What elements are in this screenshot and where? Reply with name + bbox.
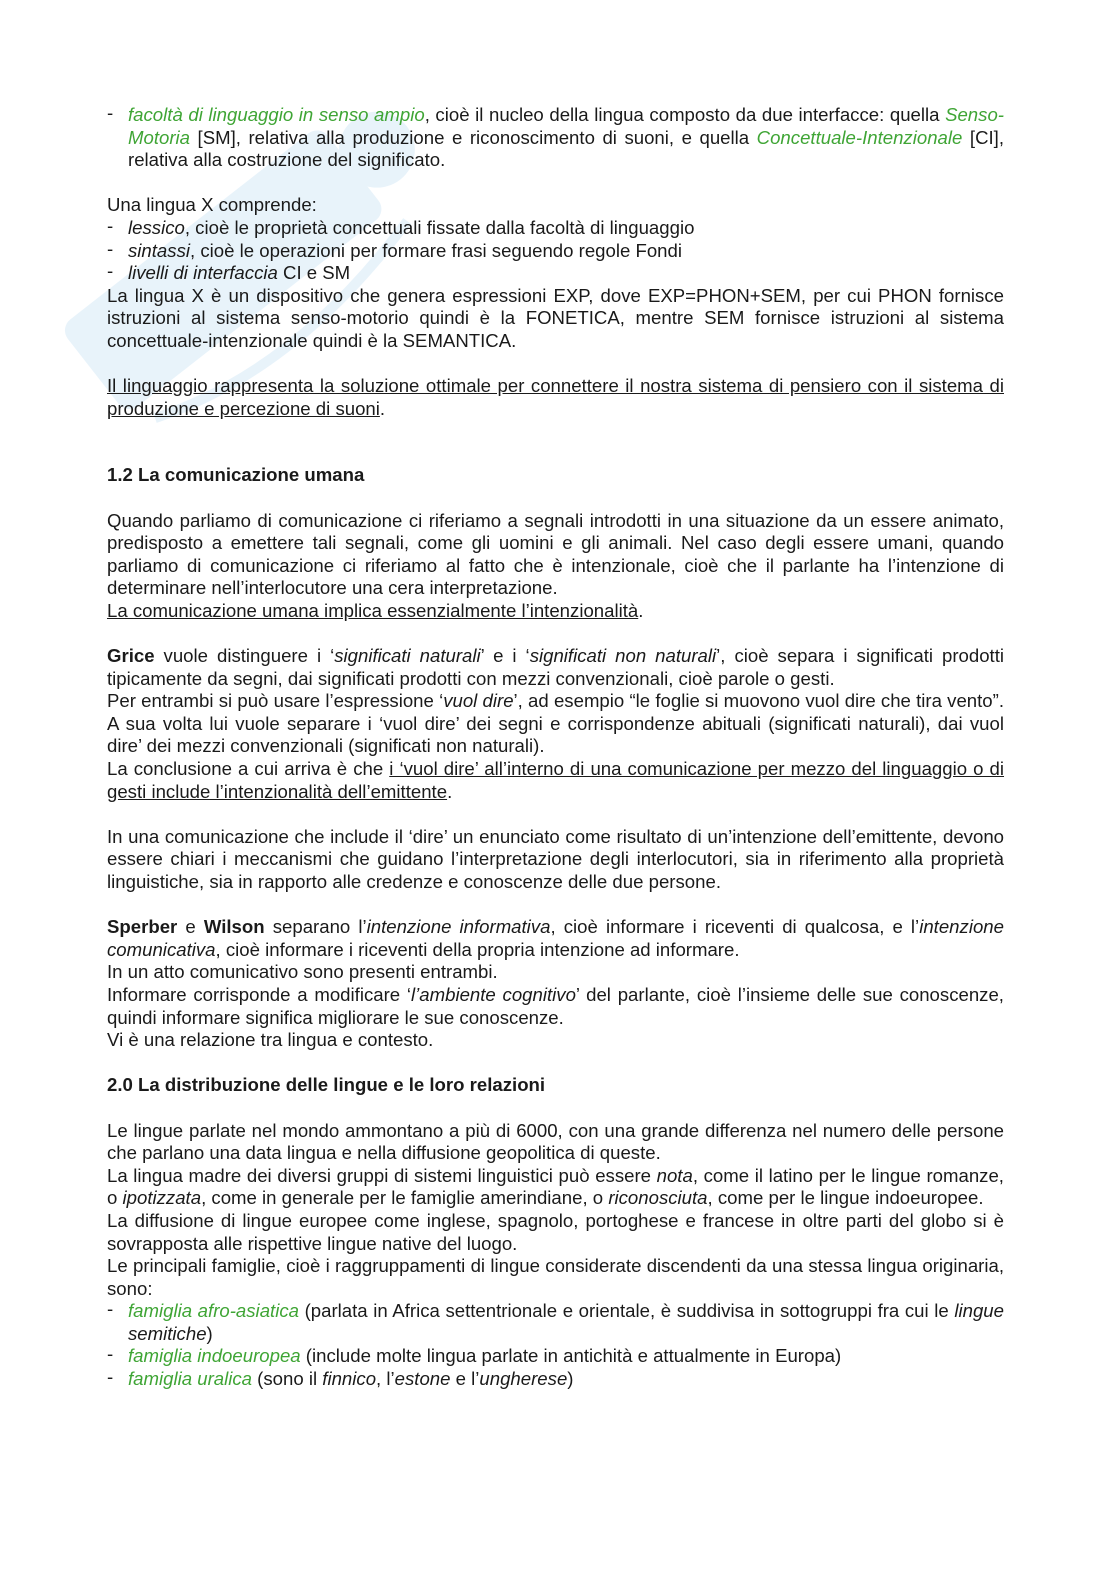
- paragraph: In un atto comunicativo sono presenti entrambi.: [107, 961, 498, 983]
- document-page: [107, 104, 1004, 1391]
- list-item: - famiglia indoeuropea (include molte lingua parlate in antichità e attualmente in Europa): [107, 1345, 1004, 1368]
- paragraph: Le principali famiglie, cioè i raggruppamenti di lingue considerate discendenti da una stessa lingua originaria, sono:: [107, 1255, 1004, 1299]
- list-item: - facoltà di linguaggio in senso ampio, cioè il nucleo della lingua composto da due interfacce: quella Senso-Motoria [SM], relativa alla produzione e riconoscimento di suoni, e quella Concettuale-Intenzionale [CI], relativa alla costruzione del significato.: [107, 104, 1004, 172]
- paragraph: La conclusione a cui arriva è che i ‘vuol dire’ all’interno di una comunicazione per mezzo del linguaggio o di gesti include l’intenzionalità dell’emittente.: [107, 758, 1005, 802]
- paragraph: La lingua X è un dispositivo che genera espressioni EXP, dove EXP=PHON+SEM, per cui PHON fornisce istruzioni al sistema senso-motorio quindi è la FONETICA, mentre SEM fornisce istruzioni al sistema concettuale-intenzionale quindi è la SEMANTICA.: [107, 284, 1004, 351]
- section-heading: 2.0 La distribuzione delle lingue e le loro relazioni: [107, 1074, 546, 1096]
- list-item: - sintassi, cioè le operazioni per formare frasi seguendo regole Fondi: [107, 240, 1004, 263]
- list-item: - livelli di interfaccia CI e SM: [107, 262, 1004, 285]
- paragraph: Le lingue parlate nel mondo ammontano a più di 6000, con una grande differenza nel numero delle persone che parlano una data lingua e nella diffusione geopolitica di queste.: [107, 1119, 1004, 1164]
- list-item: - lessico, cioè le proprietà concettuali fissate dalla facoltà di linguaggio: [107, 217, 1004, 240]
- paragraph: Grice vuole distinguere i ‘significati naturali’ e i ‘significati non naturali’, cioè separa i significati prodotti tipicamente da segni, dai significati prodotti con mezzi convenzionali, cioè parole o gesti.: [107, 645, 1005, 689]
- list-item: - famiglia afro-asiatica (parlata in Africa settentrionale e orientale, è suddivisa in sottogruppi fra cui le lingue semitiche): [107, 1300, 1004, 1345]
- paragraph: Per entrambi si può usare l’espressione ‘vuol dire’, ad esempio “le foglie si muovono vuol dire che tira vento”. A sua volta lui vuole separare i ‘vuol dire’ dei segni e corrispondenze abituali (significati naturali), dai vuol dire’ dei mezzi convenzionali (significati non naturali).: [107, 690, 1005, 757]
- paragraph: Vi è una relazione tra lingua e contesto.: [107, 1029, 434, 1051]
- paragraph: In una comunicazione che include il ‘dire’ un enunciato come risultato di un’intenzione dell’emittente, devono essere chiari i meccanismi che guidano l’interpretazione degli interlocutori, sia in riferimento alla proprietà linguistiche, sia in rapporto alle credenze e conoscenze delle due persone.: [107, 825, 1004, 892]
- paragraph: La comunicazione umana implica essenzialmente l’intenzionalità.: [107, 599, 644, 621]
- paragraph: La lingua madre dei diversi gruppi di sistemi linguistici può essere nota, come il latino per le lingue romanze, o ipotizzata, come in generale per le famiglie amerindiane, o riconosciuta, come per le lingue indoeuropee.: [107, 1164, 1004, 1209]
- paragraph: Quando parliamo di comunicazione ci riferiamo a segnali introdotti in una situazione da un essere animato, predisposto a emettere tali segnali, come gli uomini e gli animali. Nel caso degli essere umani, quando parliamo di comunicazione ci riferiamo al fatto che è intenzionale, cioè che il parlante ha l’intenzione di determinare nell’interlocutore una cera interpretazione.: [107, 509, 1004, 599]
- list-item: - famiglia uralica (sono il finnico, l’estone e l’ungherese): [107, 1368, 1004, 1391]
- paragraph: Una lingua X comprende:: [107, 194, 317, 216]
- paragraph: Informare corrisponde a modificare ‘l’ambiente cognitivo’ del parlante, cioè l’insieme delle sue conoscenze, quindi informare significa migliorare le sue conoscenze.: [107, 983, 1004, 1028]
- section-heading: 1.2 La comunicazione umana: [107, 464, 365, 486]
- paragraph: Il linguaggio rappresenta la soluzione ottimale per connettere il nostra sistema di pensiero con il sistema di produzione e percezione di suoni.: [107, 375, 1004, 419]
- paragraph: Sperber e Wilson separano l’intenzione informativa, cioè informare i riceventi di qualcosa, e l’intenzione comunicativa, cioè informare i riceventi della propria intenzione ad informare.: [107, 916, 1004, 960]
- paragraph: La diffusione di lingue europee come inglese, spagnolo, portoghese e francese in oltre parti del globo si è sovrapposta alle rispettive lingue native del luogo.: [107, 1209, 1004, 1254]
